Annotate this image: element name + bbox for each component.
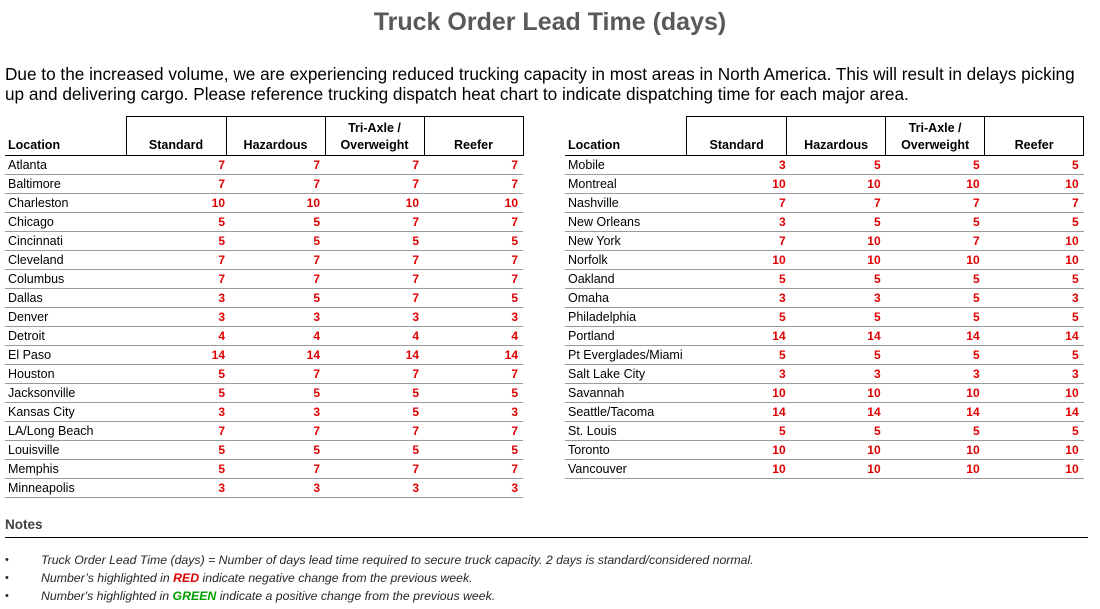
header-triaxle-line1: Tri-Axle / [348,121,401,135]
hazardous-lead-time-cell: 7 [226,270,325,289]
triaxle-lead-time-cell: 5 [886,156,985,175]
standard-lead-time-cell: 5 [687,308,787,327]
triaxle-lead-time-cell: 7 [325,289,424,308]
note-text-before: Number’s highlighted in [41,571,174,585]
note-text-after: indicate negative change from the previous week. [199,571,473,585]
table-row [565,327,1084,346]
hazardous-lead-time-cell: 7 [226,156,325,175]
table-row [565,194,1084,213]
hazardous-lead-time-cell: 3 [226,308,325,327]
location-cell: Kansas City [5,403,126,422]
standard-lead-time-cell: 3 [126,308,226,327]
reefer-lead-time-cell: 5 [985,346,1084,365]
location-cell: St. Louis [565,422,687,441]
location-cell: Denver [5,308,126,327]
hazardous-lead-time-cell: 5 [787,156,886,175]
standard-lead-time-cell: 14 [687,403,787,422]
triaxle-lead-time-cell: 5 [886,289,985,308]
triaxle-lead-time-cell: 5 [325,232,424,251]
standard-lead-time-cell: 5 [126,365,226,384]
standard-lead-time-cell: 7 [126,270,226,289]
reefer-lead-time-cell: 14 [424,346,523,365]
table-row [565,365,1084,384]
table-row [5,270,523,289]
location-cell: Philadelphia [565,308,687,327]
triaxle-lead-time-cell: 3 [886,365,985,384]
location-cell: Toronto [565,441,687,460]
lead-time-table-right [565,116,1084,479]
table-row [565,384,1084,403]
reefer-lead-time-cell: 10 [985,175,1084,194]
location-cell: El Paso [5,346,126,365]
location-cell: Salt Lake City [565,365,687,384]
table-row [565,175,1084,194]
triaxle-lead-time-cell: 14 [886,327,985,346]
location-cell: New Orleans [565,213,687,232]
reefer-lead-time-cell: 5 [985,213,1084,232]
header-standard: Standard [126,117,226,156]
reefer-lead-time-cell: 5 [424,384,523,403]
reefer-lead-time-cell: 10 [985,384,1084,403]
reefer-lead-time-cell: 4 [424,327,523,346]
standard-lead-time-cell: 10 [687,251,787,270]
table-row [5,194,523,213]
note-text [41,587,495,605]
notes-divider [5,537,1088,538]
location-cell: Portland [565,327,687,346]
header-triaxle-line2: Overweight [340,138,409,152]
hazardous-lead-time-cell: 5 [226,384,325,403]
hazardous-lead-time-cell: 7 [226,422,325,441]
table-row [5,289,523,308]
triaxle-lead-time-cell: 7 [325,422,424,441]
location-cell: Atlanta [5,156,126,175]
reefer-lead-time-cell: 5 [424,289,523,308]
standard-lead-time-cell: 5 [126,232,226,251]
standard-lead-time-cell: 5 [126,384,226,403]
location-cell: Norfolk [565,251,687,270]
reefer-lead-time-cell: 10 [985,251,1084,270]
reefer-lead-time-cell: 10 [424,194,523,213]
standard-lead-time-cell: 3 [687,156,787,175]
hazardous-lead-time-cell: 7 [787,194,886,213]
header-triaxle-line2: Overweight [901,138,970,152]
reefer-lead-time-cell: 5 [985,270,1084,289]
location-cell: Louisville [5,441,126,460]
standard-lead-time-cell: 7 [126,156,226,175]
page-title: Truck Order Lead Time (days) [373,8,727,36]
triaxle-lead-time-cell: 10 [886,460,985,479]
hazardous-lead-time-cell: 3 [226,403,325,422]
hazardous-lead-time-cell: 5 [787,422,886,441]
table-row [5,441,523,460]
reefer-lead-time-cell: 7 [424,175,523,194]
location-cell: Memphis [5,460,126,479]
standard-lead-time-cell: 3 [687,289,787,308]
table-row [5,479,523,498]
reefer-lead-time-cell: 3 [985,365,1084,384]
hazardous-lead-time-cell: 5 [787,346,886,365]
table-row [565,232,1084,251]
reefer-lead-time-cell: 3 [424,479,523,498]
standard-lead-time-cell: 14 [687,327,787,346]
table-row [5,346,523,365]
standard-lead-time-cell: 5 [687,270,787,289]
hazardous-lead-time-cell: 10 [226,194,325,213]
table-row [565,403,1084,422]
reefer-lead-time-cell: 10 [985,441,1084,460]
reefer-lead-time-cell: 10 [985,232,1084,251]
notes-heading: Notes [5,517,43,532]
triaxle-lead-time-cell: 7 [886,194,985,213]
standard-lead-time-cell: 7 [126,422,226,441]
triaxle-lead-time-cell: 5 [886,346,985,365]
triaxle-lead-time-cell: 7 [325,175,424,194]
standard-lead-time-cell: 10 [687,175,787,194]
table-row [565,308,1084,327]
standard-lead-time-cell: 5 [126,460,226,479]
hazardous-lead-time-cell: 4 [226,327,325,346]
table-row [5,460,523,479]
standard-lead-time-cell: 3 [126,289,226,308]
hazardous-lead-time-cell: 10 [787,441,886,460]
table-row [5,175,523,194]
header-triaxle-overweight [325,117,424,156]
location-cell: Jacksonville [5,384,126,403]
reefer-lead-time-cell: 7 [424,156,523,175]
table-row [565,441,1084,460]
standard-lead-time-cell: 7 [126,251,226,270]
reefer-lead-time-cell: 14 [985,403,1084,422]
hazardous-lead-time-cell: 5 [787,213,886,232]
triaxle-lead-time-cell: 7 [325,365,424,384]
standard-lead-time-cell: 3 [126,479,226,498]
hazardous-lead-time-cell: 7 [226,460,325,479]
hazardous-lead-time-cell: 5 [226,232,325,251]
location-cell: Minneapolis [5,479,126,498]
hazardous-lead-time-cell: 14 [787,327,886,346]
location-cell: Cleveland [5,251,126,270]
triaxle-lead-time-cell: 3 [325,308,424,327]
lead-time-table-left [5,116,524,498]
hazardous-lead-time-cell: 5 [226,289,325,308]
table-row [5,422,523,441]
table-row [565,422,1084,441]
standard-lead-time-cell: 5 [687,346,787,365]
hazardous-lead-time-cell: 10 [787,251,886,270]
location-cell: Omaha [565,289,687,308]
location-cell: LA/Long Beach [5,422,126,441]
location-cell: Vancouver [565,460,687,479]
reefer-lead-time-cell: 7 [424,251,523,270]
header-hazardous: Hazardous [226,117,325,156]
hazardous-lead-time-cell: 10 [787,175,886,194]
standard-lead-time-cell: 3 [687,213,787,232]
hazardous-lead-time-cell: 5 [226,441,325,460]
hazardous-lead-time-cell: 5 [787,308,886,327]
table-row [565,460,1084,479]
table-row [5,213,523,232]
location-cell: Mobile [565,156,687,175]
standard-lead-time-cell: 14 [126,346,226,365]
standard-lead-time-cell: 5 [126,213,226,232]
triaxle-lead-time-cell: 10 [886,175,985,194]
location-cell: Houston [5,365,126,384]
reefer-lead-time-cell: 5 [985,422,1084,441]
note-text: Truck Order Lead Time (days) = Number of days lead time required to secure truck capacity. 2 days is standard/considered normal. [41,553,754,567]
reefer-lead-time-cell: 5 [985,308,1084,327]
hazardous-lead-time-cell: 10 [787,460,886,479]
location-cell: Chicago [5,213,126,232]
table-row [565,213,1084,232]
note-text-before: Number's highlighted in [41,589,173,603]
reefer-lead-time-cell: 5 [424,441,523,460]
standard-lead-time-cell: 7 [687,232,787,251]
standard-lead-time-cell: 7 [126,175,226,194]
triaxle-lead-time-cell: 10 [886,441,985,460]
standard-lead-time-cell: 10 [126,194,226,213]
triaxle-lead-time-cell: 3 [325,479,424,498]
standard-lead-time-cell: 3 [687,365,787,384]
reefer-lead-time-cell: 5 [424,232,523,251]
header-location: Location [565,117,687,156]
triaxle-lead-time-cell: 7 [325,251,424,270]
table-header-row [565,117,1084,156]
reefer-lead-time-cell: 7 [424,213,523,232]
hazardous-lead-time-cell: 3 [787,289,886,308]
table-row [565,156,1084,175]
location-cell: Oakland [565,270,687,289]
hazardous-lead-time-cell: 14 [226,346,325,365]
header-standard: Standard [687,117,787,156]
table-row [5,156,523,175]
table-row [5,384,523,403]
table-row [5,251,523,270]
table-body-right [565,156,1084,479]
triaxle-lead-time-cell: 10 [886,251,985,270]
triaxle-lead-time-cell: 10 [886,384,985,403]
standard-lead-time-cell: 5 [126,441,226,460]
standard-lead-time-cell: 4 [126,327,226,346]
triaxle-lead-time-cell: 14 [886,403,985,422]
hazardous-lead-time-cell: 14 [787,403,886,422]
hazardous-lead-time-cell: 7 [226,251,325,270]
table-row [5,327,523,346]
bullet-icon: • [5,590,9,602]
location-cell: Montreal [565,175,687,194]
table-row [5,365,523,384]
hazardous-lead-time-cell: 10 [787,232,886,251]
triaxle-lead-time-cell: 7 [325,213,424,232]
table-row [5,308,523,327]
table-row [565,289,1084,308]
location-cell: Charleston [5,194,126,213]
location-cell: Cincinnati [5,232,126,251]
table-row [5,403,523,422]
triaxle-lead-time-cell: 7 [886,232,985,251]
note-text-after: indicate a positive change from the previous week. [216,589,496,603]
triaxle-lead-time-cell: 5 [325,441,424,460]
triaxle-lead-time-cell: 5 [886,308,985,327]
hazardous-lead-time-cell: 3 [787,365,886,384]
location-cell: Baltimore [5,175,126,194]
table-body-left [5,156,523,498]
triaxle-lead-time-cell: 5 [886,422,985,441]
reefer-lead-time-cell: 5 [985,156,1084,175]
reefer-lead-time-cell: 7 [424,365,523,384]
triaxle-lead-time-cell: 5 [886,270,985,289]
bullet-icon: • [5,572,9,584]
reefer-lead-time-cell: 3 [424,403,523,422]
location-cell: Columbus [5,270,126,289]
standard-lead-time-cell: 7 [687,194,787,213]
standard-lead-time-cell: 10 [687,441,787,460]
table-row [565,251,1084,270]
standard-lead-time-cell: 10 [687,460,787,479]
bullet-icon: • [5,554,9,566]
header-reefer: Reefer [985,117,1084,156]
standard-lead-time-cell: 10 [687,384,787,403]
table-row [5,232,523,251]
reefer-lead-time-cell: 7 [424,270,523,289]
header-triaxle-overweight [886,117,985,156]
hazardous-lead-time-cell: 10 [787,384,886,403]
reefer-lead-time-cell: 10 [985,460,1084,479]
table-header-row [5,117,523,156]
green-highlight-label: GREEN [172,589,217,603]
hazardous-lead-time-cell: 5 [787,270,886,289]
header-location: Location [5,117,126,156]
reefer-lead-time-cell: 14 [985,327,1084,346]
reefer-lead-time-cell: 7 [424,460,523,479]
location-cell: Dallas [5,289,126,308]
hazardous-lead-time-cell: 3 [226,479,325,498]
triaxle-lead-time-cell: 10 [325,194,424,213]
reefer-lead-time-cell: 3 [424,308,523,327]
table-row [565,346,1084,365]
table-row [565,270,1084,289]
triaxle-lead-time-cell: 5 [886,213,985,232]
location-cell: Detroit [5,327,126,346]
triaxle-lead-time-cell: 4 [325,327,424,346]
note-text [41,569,473,587]
intro-paragraph: Due to the increased volume, we are experiencing reduced trucking capacity in most areas in North America. This will result in delays picking up and delivering cargo. Please reference trucking dispatch heat chart to indicate dispatching time for each major area. [5,64,1075,104]
standard-lead-time-cell: 3 [126,403,226,422]
location-cell: Savannah [565,384,687,403]
triaxle-lead-time-cell: 5 [325,403,424,422]
location-cell: Pt Everglades/Miami [565,346,687,365]
location-cell: New York [565,232,687,251]
hazardous-lead-time-cell: 5 [226,213,325,232]
header-triaxle-line1: Tri-Axle / [908,121,962,135]
triaxle-lead-time-cell: 7 [325,270,424,289]
location-cell: Nashville [565,194,687,213]
reefer-lead-time-cell: 7 [424,422,523,441]
triaxle-lead-time-cell: 7 [325,460,424,479]
triaxle-lead-time-cell: 7 [325,156,424,175]
reefer-lead-time-cell: 7 [985,194,1084,213]
hazardous-lead-time-cell: 7 [226,175,325,194]
standard-lead-time-cell: 5 [687,422,787,441]
reefer-lead-time-cell: 3 [985,289,1084,308]
triaxle-lead-time-cell: 5 [325,384,424,403]
triaxle-lead-time-cell: 14 [325,346,424,365]
header-reefer: Reefer [424,117,523,156]
header-hazardous: Hazardous [787,117,886,156]
hazardous-lead-time-cell: 7 [226,365,325,384]
red-highlight-label: RED [173,571,200,585]
location-cell: Seattle/Tacoma [565,403,687,422]
